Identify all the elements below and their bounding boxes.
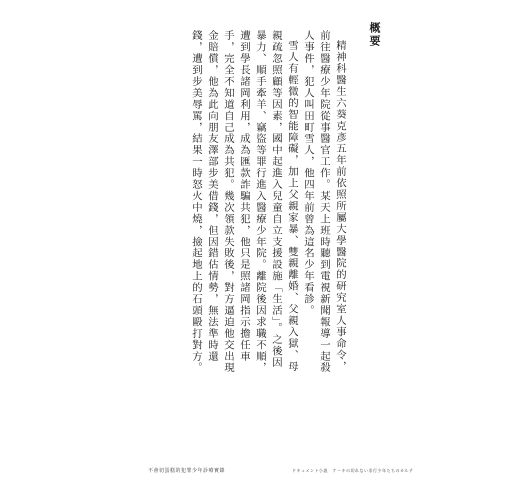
footer-book-title: 不會切蛋糕的犯罪少年診療實錄 <box>148 468 226 474</box>
footer-original-title: ドキュメント小説 ケーキの切れない非行少年たちのカルテ <box>292 468 414 473</box>
body-text <box>188 30 348 375</box>
paragraph-2: 雪人有輕微的智能障礙，加上父親家暴、雙親離婚、父親入獄、母親疏忽照顧等因素，國中起進入兒童自立支援設施「生活」。之後因暴力、順手牽羊、竊盜等罪行進入醫療少年院。離院後因求職不順，遭到學長諸岡利用，成為匯款詐騙共犯，他只是照諸岡指示擔任車手，完全不知道自己成為共犯。幾次領款失敗後，對方逼迫他交出現金賠償，他為此向朋友澤部步美借錢，但因錯估情勢，無法準時還錢，遭到步美辱罵，結果一時怒火中燒，撿起地上的石頭毆打對方。 <box>190 30 298 374</box>
paragraph-1: 精神科醫生六葵克彥五年前依照所屬大學醫院的研究室人事命令，前往醫療少年院從事醫官工作。某天上班時聽到電視新聞報導一起殺人事件，犯人叫田町雪人，他四年前曾為這名少年看診。 <box>302 30 346 374</box>
section-title: 概要 <box>368 22 381 48</box>
